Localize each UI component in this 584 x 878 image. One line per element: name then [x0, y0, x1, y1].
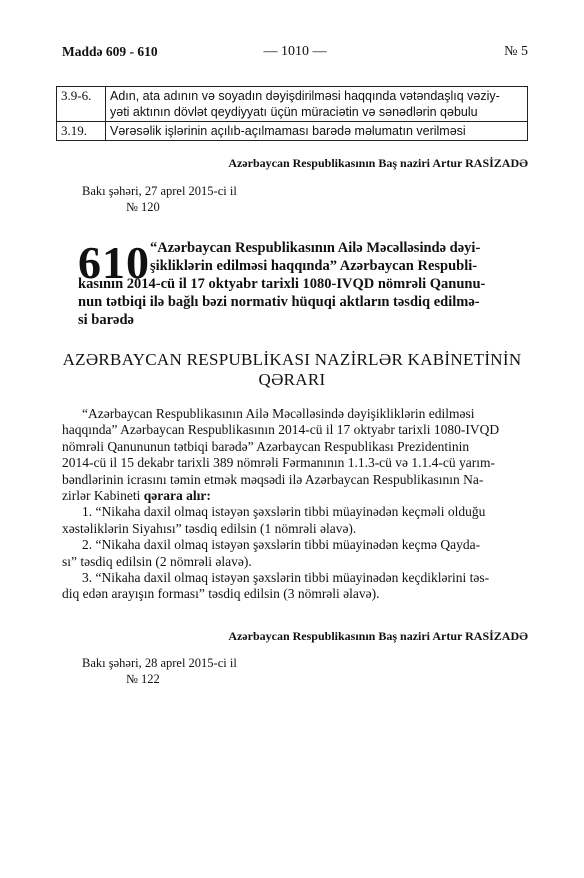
service-description — [106, 122, 528, 141]
place-date-block — [82, 183, 237, 215]
place-date: Bakı şəhəri, 27 aprel 2015-ci il — [82, 184, 237, 198]
signature-block: Azərbaycan Respublikasının Baş naziri Artur RASİZADƏ — [228, 629, 528, 643]
decision-item-line: xəstəliklərin Siyahısı” təsdiq edilsin (1 nömrəli əlavə). — [62, 520, 357, 536]
body-line: “Azərbaycan Respublikasının Ailə Məcəlləsində dəyişikliklərin edilməsi — [82, 406, 475, 421]
place-date: Bakı şəhəri, 28 aprel 2015-ci il — [82, 656, 237, 670]
article-title-line: nun tətbiqi ilə bağlı bəzi normativ hüquqi aktların təsdiq edilmə- — [78, 294, 480, 310]
service-code: 3.19. — [57, 122, 106, 141]
header-page-number: — 1010 — — [263, 44, 327, 59]
header-issue-number: № 5 — [504, 44, 528, 59]
document-body — [62, 406, 528, 603]
article-title-line: şikliklərin edilməsi haqqında” Azərbaycan Respubli- — [150, 258, 478, 274]
services-table — [56, 86, 528, 141]
decision-number: № 122 — [126, 672, 160, 686]
article-title — [78, 239, 528, 329]
table-row — [57, 87, 528, 122]
decision-item-line: 1. “Nikaha daxil olmaq istəyən şəxslərin tibbi müayinədən keçməli olduğu — [82, 504, 486, 520]
body-text: zirlər Kabineti — [62, 488, 144, 504]
body-line: haqqında” Azərbaycan Respublikasının 2014-cü il 17 oktyabr tarixli 1080-IVQD — [62, 422, 500, 438]
page-header — [62, 44, 528, 62]
article-title-line: kasının 2014-cü il 17 oktyabr tarixli 1080-IVQD nömrəli Qanunu- — [78, 276, 486, 292]
article-number: 610 — [78, 237, 150, 288]
decision-item-line: 2. “Nikaha daxil olmaq istəyən şəxslərin tibbi müayinədən keçmə Qayda- — [82, 537, 481, 553]
decision-number: № 120 — [126, 200, 160, 214]
decision-item-line: sı” təsdiq edilsin (2 nömrəli əlavə). — [62, 553, 252, 569]
signature-block: Azərbaycan Respublikasının Baş naziri Artur RASİZADƏ — [228, 156, 528, 170]
service-code: 3.9-6. — [57, 87, 106, 122]
service-description — [106, 87, 528, 122]
heading-line: QƏRARI — [258, 370, 326, 389]
table-row — [57, 122, 528, 141]
place-date-block — [82, 655, 237, 687]
service-description-line: Vərəsəlik işlərinin açılıb-açılmaması barədə məlumatın verilməsi — [110, 124, 466, 138]
decision-phrase: qərara alır: — [143, 488, 211, 504]
body-line: bəndlərinin icrasını təmin etmək məqsədi ilə Azərbaycan Respublikasının Na- — [62, 471, 484, 487]
header-article-range: Maddə 609 - 610 — [62, 44, 158, 59]
service-description-line: yəti aktının dövlət qeydiyyatı üçün müraciətin və sənədlərin qəbulu — [110, 105, 478, 119]
service-description-line: Adın, ata adının və soyadın dəyişdirilməsi haqqında vətəndaşlıq vəziy- — [110, 89, 500, 103]
body-line: nömrəli Qanununun tətbiqi barədə” Azərbaycan Respublikası Prezidentinin — [62, 438, 470, 454]
heading-line: AZƏRBAYCAN RESPUBLİKASI NAZİRLƏR KABİNETİNİN — [62, 350, 522, 369]
body-line — [62, 488, 528, 504]
decision-item-line: 3. “Nikaha daxil olmaq istəyən şəxslərin tibbi müayinədən keçdiklərini təs- — [82, 570, 490, 586]
body-line: 2014-cü il 15 dekabr tarixli 389 nömrəli Fərmanının 1.1.3-cü və 1.1.4-cü yarım- — [62, 455, 496, 471]
article-title-line: si barədə — [78, 312, 134, 328]
article-title-line: “Azərbaycan Respublikasının Ailə Məcəlləsində dəyi- — [150, 240, 481, 256]
document-heading — [56, 350, 528, 390]
decision-item-line: diq edən arayışın forması” təsdiq edilsin (3 nömrəli əlavə). — [62, 586, 380, 602]
